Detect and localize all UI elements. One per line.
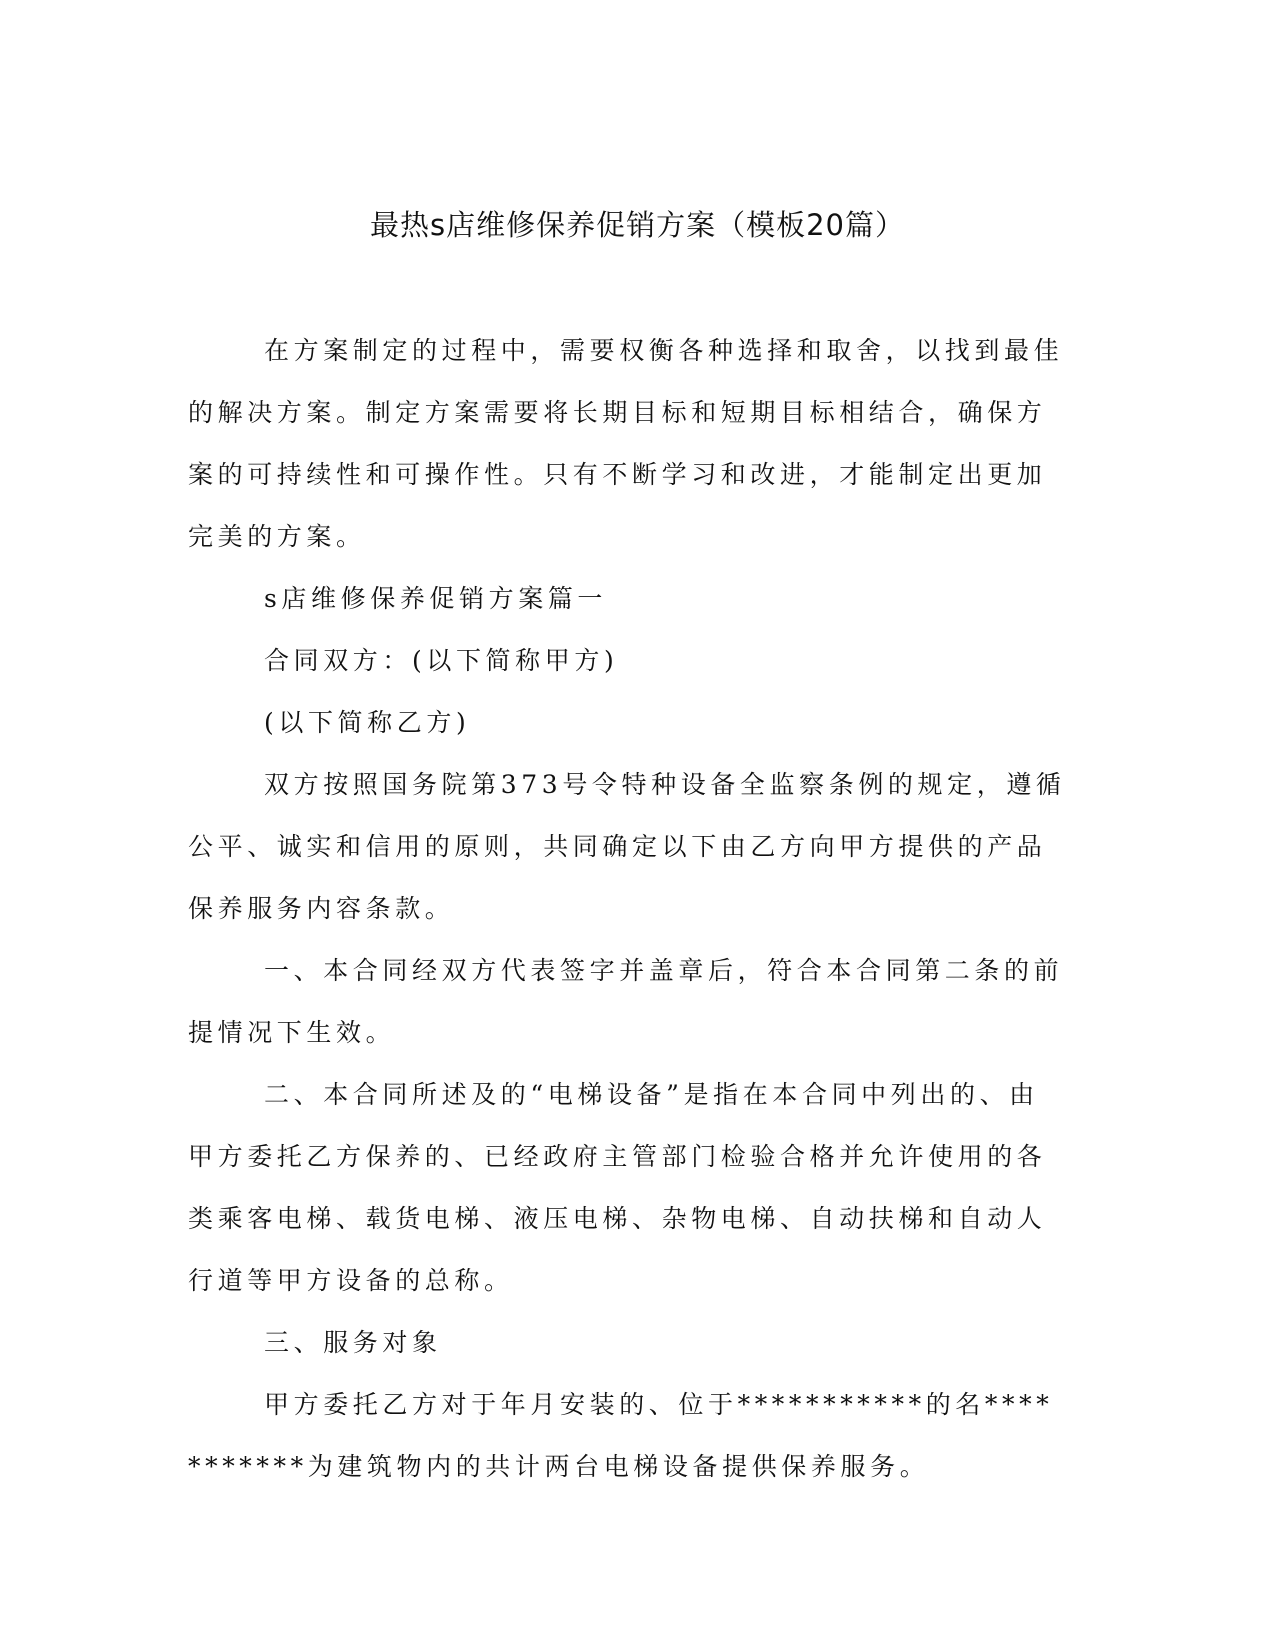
contract-party-b: (以下简称乙方) (264, 708, 471, 737)
contract-preamble: 双方按照国务院第373号令特种设备全监察条例的规定，遵循公平、诚实和信用的原则，共同确定以下由乙方向甲方提供的产品保养服务内容条款。 (188, 770, 1066, 923)
section-heading-part-one: s店维修保养促销方案篇一 (264, 584, 608, 613)
document-title: 最热s店维修保养促销方案（模板20篇） (369, 208, 905, 242)
clause-three-heading: 三、服务对象 (264, 1328, 442, 1357)
clause-three-body: 甲方委托乙方对于年月安装的、位于***********的名***********为建筑物内的共计两台电梯设备提供保养服务。 (188, 1390, 1054, 1481)
contract-party-a: 合同双方：(以下简称甲方) (264, 646, 619, 675)
clause-two: 二、本合同所述及的“电梯设备”是指在本合同中列出的、由甲方委托乙方保养的、已经政府主管部门检验合格并允许使用的各类乘客电梯、载货电梯、液压电梯、杂物电梯、自动扶梯和自动人行道等甲方设备的总称。 (188, 1080, 1047, 1295)
document-body (188, 320, 1068, 1498)
clause-one: 一、本合同经双方代表签字并盖章后，符合本合同第二条的前提情况下生效。 (188, 956, 1064, 1047)
intro-paragraph: 在方案制定的过程中，需要权衡各种选择和取舍，以找到最佳的解决方案。制定方案需要将长期目标和短期目标相结合，确保方案的可持续性和可操作性。只有不断学习和改进，才能制定出更加完美的方案。 (188, 336, 1064, 551)
